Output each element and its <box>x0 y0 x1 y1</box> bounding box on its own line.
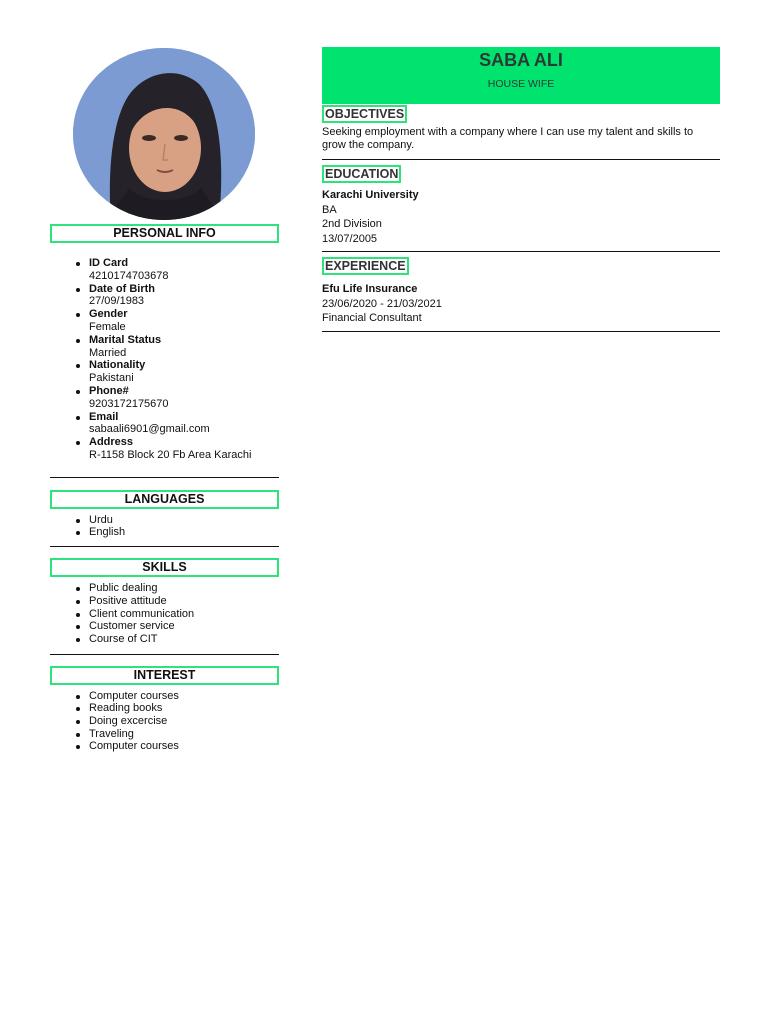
profile-photo <box>73 48 255 220</box>
list-item: Positive attitude <box>75 595 279 608</box>
list-item <box>75 308 279 334</box>
skills-list <box>50 582 279 646</box>
list-item: Course of CIT <box>75 633 279 646</box>
list-item <box>75 385 279 411</box>
candidate-role: HOUSE WIFE <box>487 78 555 90</box>
list-item: Computer courses <box>75 690 279 703</box>
info-label: Nationality <box>89 359 146 372</box>
skills-heading: SKILLS <box>50 558 279 577</box>
languages-list <box>50 514 279 539</box>
info-label: Date of Birth <box>89 282 155 295</box>
languages-heading: LANGUAGES <box>50 490 279 509</box>
divider <box>50 477 279 478</box>
list-item <box>75 359 279 385</box>
info-value: 9203172175670 <box>89 397 169 410</box>
right-column <box>322 47 720 332</box>
header-band <box>322 47 720 104</box>
list-item: Reading books <box>75 702 279 715</box>
list-item: Customer service <box>75 620 279 633</box>
list-item <box>75 257 279 283</box>
experience-title: Financial Consultant <box>322 312 422 324</box>
info-value: sabaali6901@gmail.com <box>89 423 210 436</box>
info-label: Marital Status <box>89 333 162 346</box>
interest-heading: INTEREST <box>50 666 279 685</box>
list-item: Traveling <box>75 728 279 741</box>
divider <box>50 654 279 655</box>
education-date: 13/07/2005 <box>322 232 378 245</box>
objectives-text: Seeking employment with a company where I can use my talent and skills to grow the company. <box>322 126 694 151</box>
personal-info-heading: PERSONAL INFO <box>50 224 279 243</box>
info-value: Married <box>89 346 127 359</box>
list-item: Computer courses <box>75 740 279 753</box>
divider <box>322 331 720 332</box>
list-item: Client communication <box>75 608 279 621</box>
list-item <box>75 283 279 309</box>
experience-heading: EXPERIENCE <box>322 257 409 275</box>
list-item <box>75 334 279 360</box>
left-column <box>50 48 279 753</box>
info-value: Female <box>89 320 126 333</box>
info-label: ID Card <box>89 257 129 269</box>
objectives-heading: OBJECTIVES <box>322 105 407 123</box>
info-value: Pakistani <box>89 372 134 385</box>
divider <box>322 159 720 160</box>
education-degree: BA <box>322 203 337 216</box>
education-institution: Karachi University <box>322 189 419 201</box>
list-item: Doing excercise <box>75 715 279 728</box>
divider <box>322 251 720 252</box>
info-value: R-1158 Block 20 Fb Area Karachi <box>89 448 252 461</box>
candidate-name: SABA ALI <box>479 50 563 70</box>
experience-company: Efu Life Insurance <box>322 283 418 295</box>
info-value: 27/09/1983 <box>89 295 145 308</box>
info-label: Gender <box>89 308 128 321</box>
experience-period: 23/06/2020 - 21/03/2021 <box>322 297 442 310</box>
education-heading: EDUCATION <box>322 165 401 183</box>
info-label: Phone# <box>89 384 129 397</box>
education-division: 2nd Division <box>322 218 382 230</box>
list-item: Urdu <box>75 514 279 527</box>
info-label: Email <box>89 410 119 423</box>
list-item: Public dealing <box>75 582 279 595</box>
info-label: Address <box>89 436 134 449</box>
interest-list <box>50 690 279 754</box>
info-value: 4210174703678 <box>89 269 169 282</box>
divider <box>50 546 279 547</box>
list-item: English <box>75 526 279 539</box>
personal-info-list <box>50 257 279 462</box>
list-item <box>75 411 279 437</box>
list-item <box>75 436 279 462</box>
